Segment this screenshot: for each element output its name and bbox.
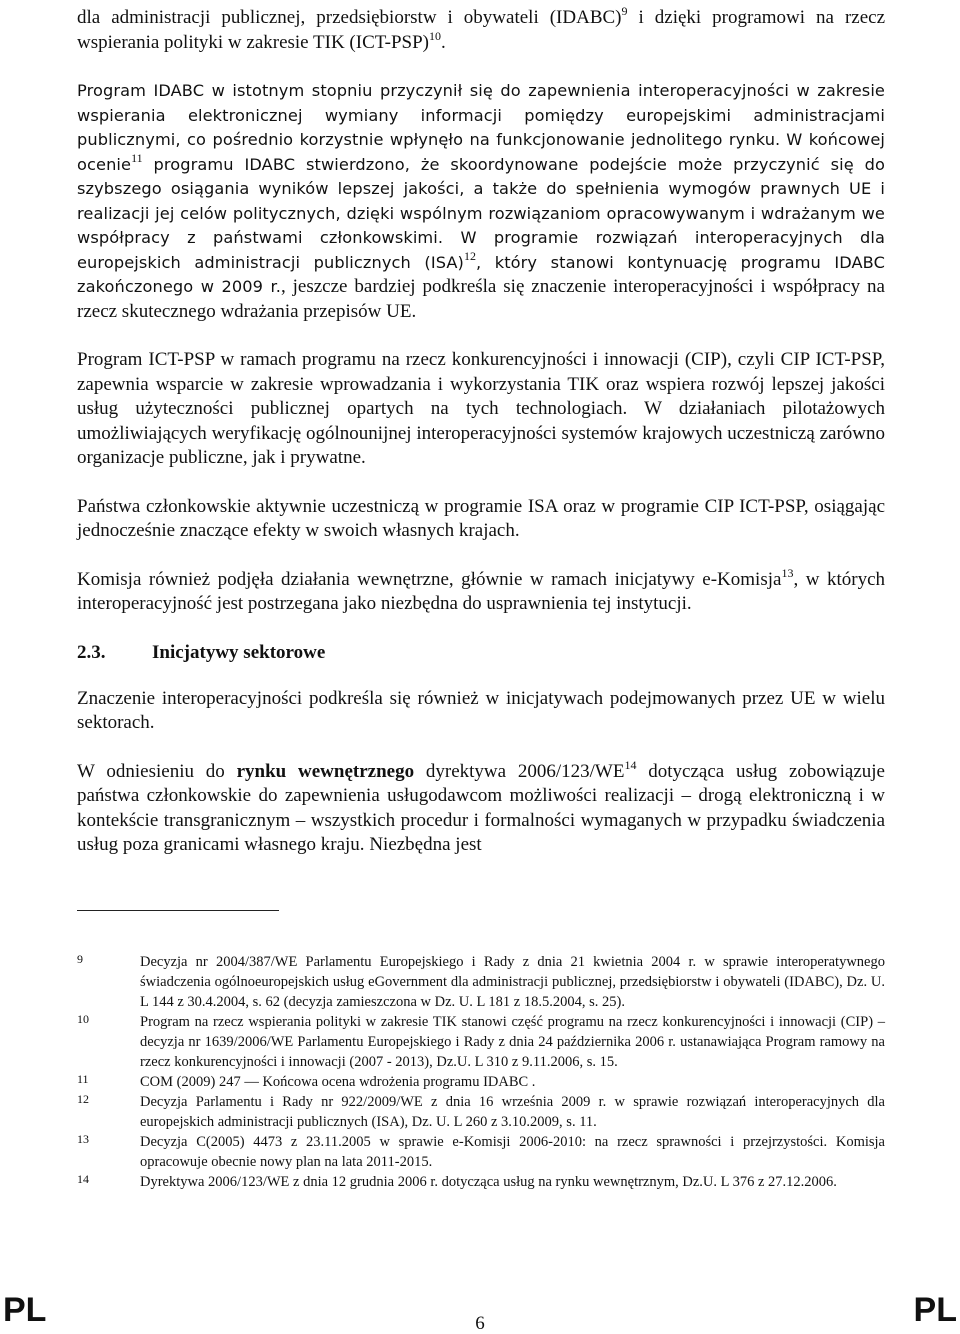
paragraph-e-commission: Komisja również podjęła działania wewnętrzne, głównie w ramach inicjatywy e-Komisja$^{13}$, w których interoperacyjność jest postrzegana jako niezbędna do usprawnienia tej instytucji. <box>77 565 885 614</box>
document-body <box>77 6 885 858</box>
footnote-9 <box>77 952 885 1012</box>
footnote-number: 13 <box>77 1132 89 1146</box>
footnote-number: 9 <box>77 952 83 966</box>
footnote-10 <box>77 1012 885 1072</box>
footnote-ref-11[interactable]: 11 <box>131 150 143 165</box>
section-heading <box>77 641 885 665</box>
language-code-left: PL <box>3 1291 47 1329</box>
footnote-text: COM (2009) 247 — Końcowa ocena wdrożenia programu IDABC . <box>140 1074 536 1090</box>
section-number: 2.3. <box>77 641 106 663</box>
paragraph-idabc: Program IDABC w istotnym stopniu przyczynił się do zapewnienia interoperacyjności w zakresie wspierania elektronicznej wymiany informacji pomiędzy europejskimi administracjami publicznymi, co pośrednio korzystnie wpłynęło na funkcjonowanie jednolitego rynku. W końcowej ocenie$^{11}$ programu IDABC stwierdzono, że skoordynowane podejście może przyczynić się do szybszego osiągania wyników lepszej jakości, a także do spełnienia wymogów prawnych UE i realizacji jej celów politycznych, dzięki wspólnym rozwiązaniom opracowywanym i wdrażanym we współpracy z państwami członkowskimi. W programie rozwiązań interoperacyjnych dla europejskich administracji publicznych (ISA)$^{12}$, który stanowi kontynuację programu IDABC zakończonego w 2009 r., jeszcze bardziej podkreśla się znaczenie interoperacyjności i współpracy na rzecz skutecznego wdrażania przepisów UE. <box>77 81 885 322</box>
footnotes <box>77 952 885 1192</box>
footnote-text: Decyzja Parlamentu i Rady nr 922/2009/WE z dnia 16 września 2009 r. w sprawie rozwiązań interoperacyjnych dla europejskich administracji publicznych (ISA), Dz. U. L 260 z 3.10.2009, s. 11. <box>140 1094 885 1130</box>
footnote-ref-14[interactable]: 14 <box>624 757 637 772</box>
footnote-ref-12[interactable]: 12 <box>463 248 476 263</box>
footnote-text: Program na rzecz wspierania polityki w zakresie TIK stanowi część programu na rzecz konkurencyjności i innowacji (CIP) – decyzja nr 1639/2006/WE Parlamentu Europejskiego i Rady z dnia 24 października 2006 r. ustanawiająca Program ramowy na rzecz konkurencyjności i innowacji (2007 - 2013), Dz.U. L 310 z 9.11.2006, s. 15. <box>140 1014 885 1070</box>
footnote-11 <box>77 1072 885 1092</box>
footnote-ref-10[interactable]: 10 <box>428 28 441 43</box>
page-number: 6 <box>475 1313 485 1334</box>
paragraph-sectoral: Znaczenie interoperacyjności podkreśla się również w inicjatywach podejmowanych przez UE w wielu sektorach. <box>77 687 885 733</box>
footnote-text: Decyzja nr 2004/387/WE Parlamentu Europejskiego i Rady z dnia 21 kwietnia 2004 r. w sprawie interoperatywnego świadczenia ogólnoeuropejskich usług eGovernment dla administracji publicznej, przedsiębiorstw i obywateli (IDABC), Dz. U. L 144 z 30.4.2004, s. 62 (decyzja zamieszczona w Dz. U. L 181 z 18.5.2004, s. 25). <box>140 954 885 1010</box>
footnote-text: Dyrektywa 2006/123/WE z dnia 12 grudnia 2006 r. dotycząca usług na rynku wewnętrznym, Dz.U. L 376 z 27.12.2006. <box>140 1174 837 1190</box>
footnote-ref-9[interactable]: 9 <box>621 4 628 18</box>
footnote-separator <box>77 910 279 911</box>
footnote-number: 11 <box>77 1072 89 1086</box>
paragraph-intro: dla administracji publicznej, przedsiębiorstw i obywateli (IDABC)$^9$ i dzięki programowi na rzecz wspierania polityki w zakresie TIK $(ICT-PSP)^{10}$. <box>77 4 886 53</box>
paragraph-idabc-sans-part: Program IDABC w istotnym stopniu przyczynił się do zapewnienia interoperacyjności w zakresie wspierania elektronicznej wymiany informacji pomiędzy europejskimi administracjami publicznymi, co pośrednio korzystnie wpłynęło na funkcjonowanie jednolitego rynku. <box>77 81 885 149</box>
footnote-ref-13[interactable]: 13 <box>781 565 794 580</box>
footnote-12 <box>77 1092 885 1132</box>
footnote-number: 14 <box>77 1172 89 1186</box>
footnote-text: Decyzja C(2005) 4473 z 23.11.2005 w sprawie e-Komisji 2006-2010: na rzecz sprawności i przejrzystości. Komisja opracowuje obecnie nowy plan na lata 2011-2015. <box>140 1134 885 1170</box>
bold-internal-market: rynku wewnętrznego <box>236 760 415 782</box>
footnote-14 <box>77 1172 885 1192</box>
footnote-number: 12 <box>77 1092 89 1106</box>
section-title: Inicjatywy sektorowe <box>152 641 326 663</box>
paragraph-member-states: Państwa członkowskie aktywnie uczestniczą w programie ISA oraz w programie CIP ICT-PSP, osiągając jednocześnie znaczące efekty w swoich własnych krajach. <box>77 495 885 541</box>
footnote-13 <box>77 1132 885 1172</box>
paragraph-ict-psp: Program ICT-PSP w ramach programu na rzecz konkurencyjności i innowacji (CIP), czyli CIP ICT-PSP, zapewnia wsparcie w zakresie wprowadzania i wykorzystania TIK oraz wspiera rozwój lepszej jakości usług użyteczności publicznej opartych na tych technologiach. W działaniach pilotażowych umożliwiających weryfikację ogólnounijnej interoperacyjności systemów krajowych uczestniczą zarówno organizacje publiczne, jak i prywatne. <box>77 349 885 468</box>
paragraph-internal-market: W odniesieniu do rynku wewnętrznego dyrektywa 2006/123/WE$^{14}$ dotycząca usług zobowiązuje państwa członkowskie do zapewnienia usługodawcom możliwości realizacji – drogą elektroniczną i w kontekście transgranicznym – wszystkich procedur i formalności wymaganych w przypadku świadczenia usług poza granicami własnego kraju. Niezbędna jest <box>77 757 885 855</box>
footnote-number: 10 <box>77 1012 89 1026</box>
language-code-right: PL <box>913 1291 957 1329</box>
